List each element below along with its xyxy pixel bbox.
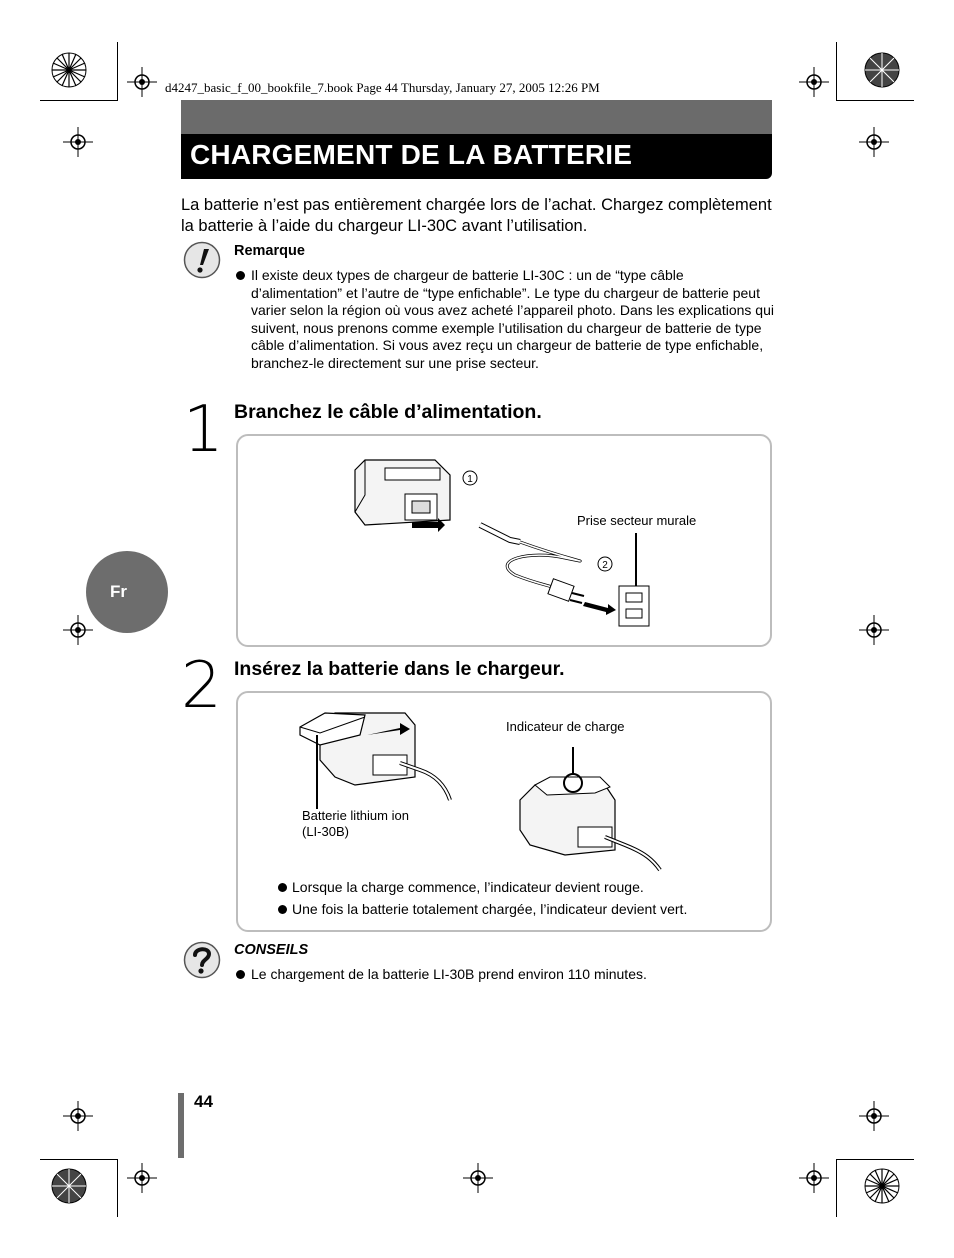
question-icon [183, 941, 221, 979]
bullet [278, 883, 287, 892]
tips-text: Le chargement de la batterie LI-30B prend environ 110 minutes. [251, 966, 647, 982]
page-title: CHARGEMENT DE LA BATTERIE [190, 139, 633, 170]
language-tab-label: Fr [110, 582, 127, 601]
step-number: 1 [183, 393, 224, 467]
registration-crosshair-icon [859, 1101, 889, 1131]
page-number-bar [178, 1093, 184, 1158]
bullet [278, 905, 287, 914]
page-number: 44 [194, 1092, 213, 1111]
registration-starburst-icon [864, 1168, 900, 1204]
registration-crosshair-icon [127, 67, 157, 97]
registration-crosshair-icon [63, 1101, 93, 1131]
registration-starburst-icon [51, 52, 87, 88]
registration-starburst-icon [864, 52, 900, 88]
indicator-label: Indicateur de charge [506, 719, 625, 734]
intro-paragraph: La batterie n’est pas entièrement chargée lors de l’achat. Chargez complètement la batterie à l’aide du chargeur LI-30C avant l’utilisation. [181, 196, 772, 235]
step2-bullet: Une fois la batterie totalement chargée, l’indicateur devient vert. [292, 901, 688, 917]
step-title: Branchez le câble d’alimentation. [234, 401, 542, 423]
step-title: Insérez la batterie dans le chargeur. [234, 658, 565, 680]
language-tab [86, 551, 168, 633]
svg-text:1: 1 [467, 474, 473, 485]
title-bar-accent [181, 100, 772, 134]
bullet [236, 271, 245, 280]
registration-crosshair-icon [799, 1163, 829, 1193]
callout-1-icon [462, 470, 478, 486]
step2-bullet: Lorsque la charge commence, l’indicateur devient rouge. [292, 879, 644, 895]
callout-2-icon [597, 556, 613, 572]
bullet [236, 970, 245, 979]
note-title: Remarque [234, 243, 305, 259]
battery-label: Batterie lithium ion (LI-30B) [302, 808, 409, 839]
registration-starburst-icon [51, 1168, 87, 1204]
note-text: Il existe deux types de chargeur de batterie LI-30C : un de “type câble d’alimentation” et l’autre de “type enfichable”. Le type du chargeur de batterie peut varier selon la région où vous avez acheté l’appareil photo. Dans les explications qui suivent, nous prenons comme exemple l’utilisation du chargeur de batterie de type câble d’alimentation. Si vous avez reçu un chargeur de batterie de type enfichable, branchez-le directement sur une prise secteur. [251, 267, 774, 371]
registration-crosshair-icon [463, 1163, 493, 1193]
registration-crosshair-icon [799, 67, 829, 97]
registration-crosshair-icon [127, 1163, 157, 1193]
print-header: d4247_basic_f_00_bookfile_7.book Page 44 Thursday, January 27, 2005 12:26 PM [165, 80, 600, 95]
step-number: 2 [181, 649, 222, 723]
charger-cable-illustration [340, 450, 670, 630]
svg-text:2: 2 [602, 560, 608, 571]
registration-crosshair-icon [859, 127, 889, 157]
registration-crosshair-icon [63, 615, 93, 645]
registration-crosshair-icon [63, 127, 93, 157]
exclamation-icon [183, 241, 221, 279]
tips-title: CONSEILS [234, 942, 309, 958]
outlet-label: Prise secteur murale [577, 513, 697, 528]
registration-crosshair-icon [859, 615, 889, 645]
